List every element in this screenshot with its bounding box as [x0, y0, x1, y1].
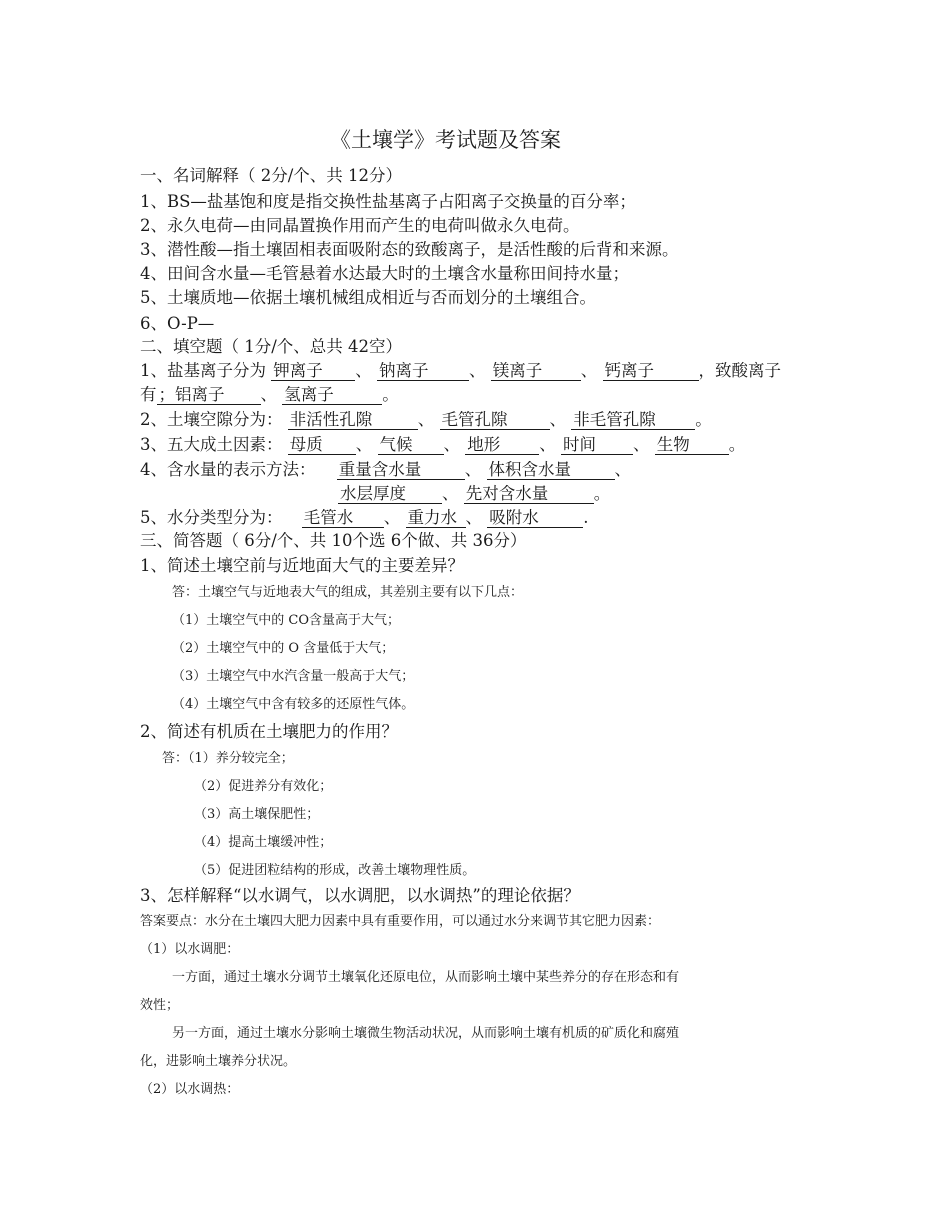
section3-heading: 三、简答题（ 6分/个、共 10个选 6个做、共 36分） — [140, 531, 527, 550]
section1-item: 5、土壤质地—依据土壤机械组成相近与否而划分的土壤组合。 — [140, 288, 596, 307]
fill-question-3: 3、五大成土因素： 母质 、 气候 、 地形 、 时间 、 生物 。 — [140, 435, 746, 454]
fill-question-5: 5、水分类型分为： 毛管水 、 重力水 、 吸附水 . — [140, 508, 589, 527]
blank-answer: 钾离子 — [271, 362, 355, 381]
blank-answer: 氢离子 — [282, 386, 382, 405]
blank-answer: 铝离子 — [175, 385, 225, 404]
blank-answer: 母质 — [288, 436, 356, 455]
question-title: 3、怎样解释“以水调气，以水调肥，以水调热”的理论依据？ — [140, 886, 580, 905]
blank-answer: 水层厚度 — [338, 485, 442, 504]
blank-answer: 重量含水量 — [337, 461, 465, 480]
blank-answer: 地形 — [465, 436, 539, 455]
blank-answer: 非活性孔隙 — [288, 411, 418, 430]
answer-point: （3）高土壤保肥性； — [194, 807, 320, 822]
answer-subheading: （2）以水调热： — [140, 1082, 240, 1097]
blank-answer: 体积含水量 — [487, 461, 615, 480]
answer-point: 答：（1）养分较完全； — [162, 751, 294, 766]
blank-answer: 气候 — [378, 436, 444, 455]
blank-answer: 钙离子 — [603, 362, 699, 381]
section1-heading: 一、名词解释（ 2分/个、共 12分） — [140, 166, 403, 185]
question-title: 1、简述土壤空前与近地面大气的主要差异？ — [140, 556, 464, 575]
blank-answer: 生物 — [655, 436, 729, 455]
blank-answer: 重力水 — [406, 509, 466, 528]
question-mid: ，致酸离子 — [698, 361, 781, 380]
question-prefix: 3、五大成土因素： — [140, 435, 283, 454]
answer-point: （4）提高土壤缓冲性； — [194, 835, 333, 850]
question-prefix: 5、水分类型分为： — [140, 508, 283, 527]
blank-answer: 先对含水量 — [464, 485, 594, 504]
answer-intro: 答案要点：水分在土壤四大肥力因素中具有重要作用，可以通过水分来调节其它肥力因素： — [140, 914, 661, 929]
answer-point: （5）促进团粒结构的形成，改善土壤物理性质。 — [194, 863, 476, 878]
blank-answer: 毛管水 — [302, 509, 384, 528]
blank-answer: 时间 — [561, 436, 633, 455]
question-prefix: 1、盐基离子分为 — [140, 361, 266, 380]
fill-question-4-cont: 水层厚度 、 先对含水量 。 — [340, 484, 611, 503]
section1-item: 4、田间含水量—毛管悬着水达最大时的土壤含水量称田间持水量； — [140, 264, 629, 283]
page-title: 《土壤学》考试题及答案 — [330, 128, 561, 152]
blank-answer: 非毛管孔隙 — [571, 411, 695, 430]
fill-question-1-cont: 有 ；铝离子 、 氢离子 。 — [140, 385, 399, 404]
blank-answer: 吸附水 — [487, 509, 583, 528]
section1-item: 6、O-P— — [140, 314, 215, 333]
fill-question-4: 4、含水量的表示方法： 重量含水量 、 体积含水量 、 — [140, 460, 631, 479]
blank-answer: 钠离子 — [377, 362, 469, 381]
answer-intro: 答：土壤空气与近地表大气的组成，其差别主要有以下几点： — [172, 585, 524, 600]
answer-point: （4）土壤空气中含有较多的还原性气体。 — [172, 697, 415, 712]
answer-point: （3）土壤空气中水汽含量一般高于大气； — [172, 669, 415, 684]
answer-paragraph: 一方面，通过土壤水分调节土壤氧化还原电位，从而影响土壤中某些养分的存在形态和有 — [172, 970, 680, 985]
answer-paragraph: 另一方面，通过土壤水分影响土壤微生物活动状况，从而影响土壤有机质的矿质化和腐殖 — [172, 1026, 680, 1041]
blank-answer: 镁离子 — [491, 362, 581, 381]
section1-item: 2、永久电荷—由同晶置换作用而产生的电荷叫做永久电荷。 — [140, 216, 580, 235]
question-title: 2、简述有机质在土壤肥力的作用？ — [140, 722, 398, 741]
answer-paragraph: 效性； — [140, 998, 180, 1013]
question-prefix: 4、含水量的表示方法： — [140, 460, 316, 479]
answer-point: （1）土壤空气中的 CO含量高于大气； — [172, 613, 401, 628]
answer-point: （2）土壤空气中的 O 含量低于大气； — [172, 641, 395, 656]
fill-question-2: 2、土壤空隙分为： 非活性孔隙 、 毛管孔隙 、 非毛管孔隙 。 — [140, 410, 712, 429]
section1-item: 1、BS—盐基饱和度是指交换性盐基离子占阳离子交换量的百分率； — [140, 192, 636, 211]
answer-point: （2）促进养分有效化； — [194, 779, 333, 794]
section1-item: 3、潜性酸—指土壤固相表面吸附态的致酸离子，是活性酸的后背和来源。 — [140, 240, 679, 259]
answer-paragraph: 化，进影响土壤养分状况。 — [140, 1054, 297, 1069]
question-prefix: 2、土壤空隙分为： — [140, 410, 283, 429]
question-prefix: 有 — [140, 385, 157, 404]
fill-question-1: 1、盐基离子分为 钾离子 、 钠离子 、 镁离子 、 钙离子 ，致酸离子 — [140, 361, 781, 380]
section2-heading: 二、填空题（ 1分/个、总共 42空） — [140, 337, 403, 356]
answer-subheading: （1）以水调肥： — [140, 942, 240, 957]
blank-answer: 毛管孔隙 — [440, 411, 550, 430]
